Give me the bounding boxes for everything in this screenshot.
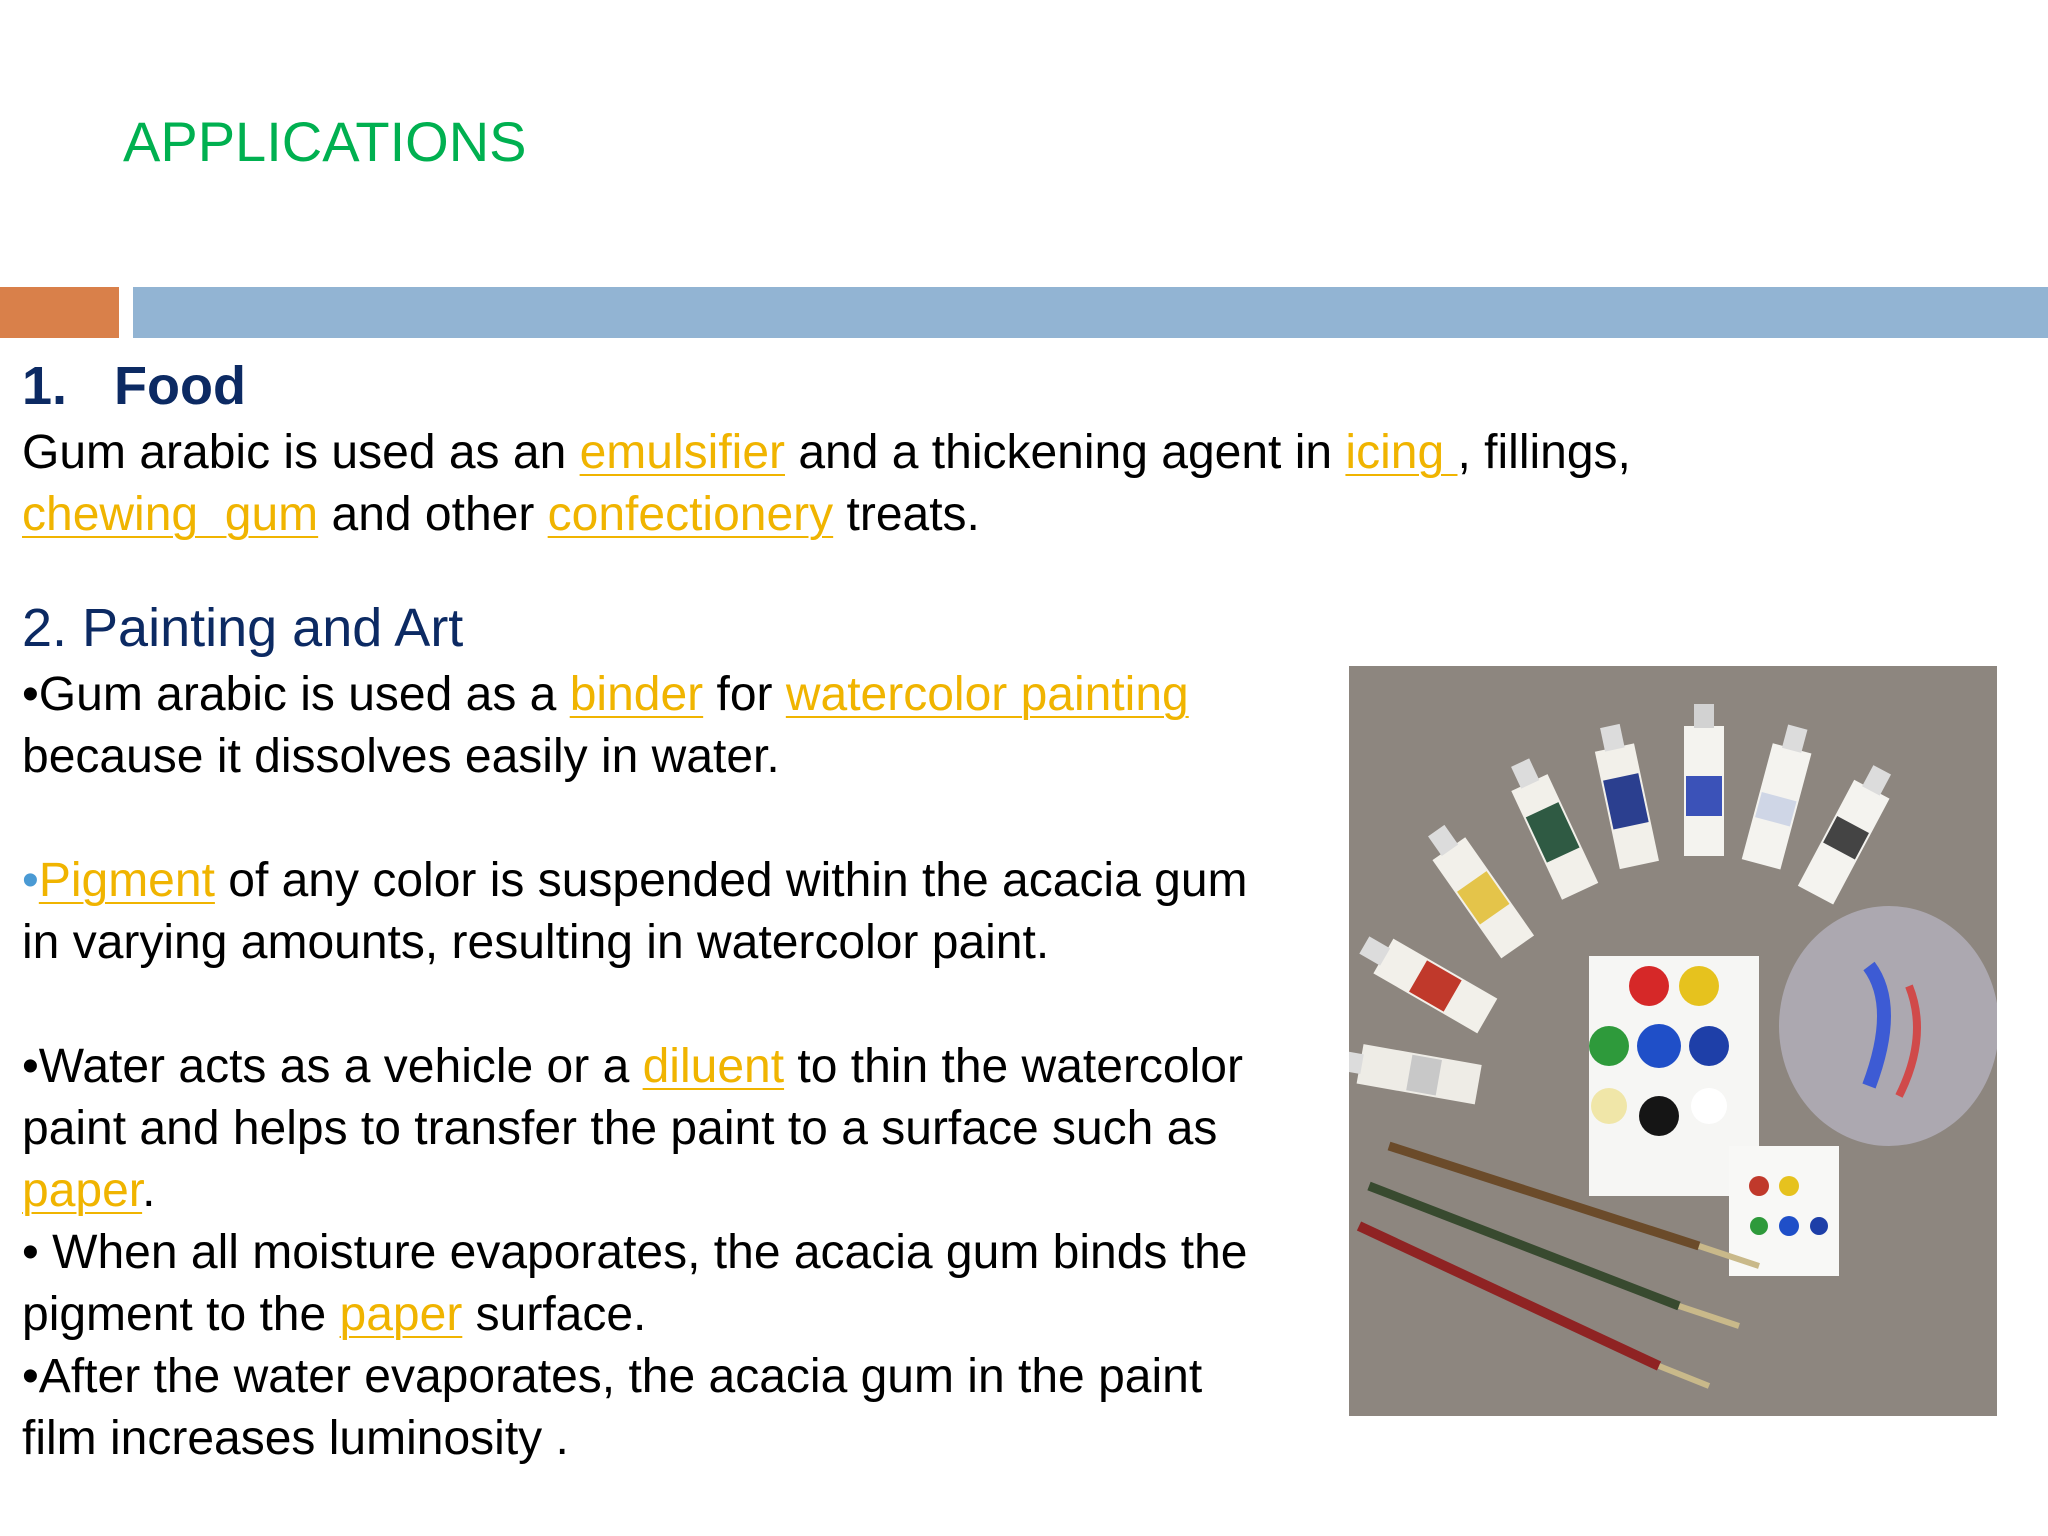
p5-text-2: film increases luminosity . xyxy=(22,1412,569,1465)
link-watercolor-painting[interactable]: watercolor painting xyxy=(785,668,1189,721)
link-icing[interactable]: icing xyxy=(1345,426,1458,479)
p3-text-1: •Water acts as a vehicle or a xyxy=(22,1040,643,1093)
p5-text-1: •After the water evaporates, the acacia gum in the paint xyxy=(22,1350,1203,1403)
link-paper[interactable]: paper xyxy=(22,1164,143,1217)
painting-bullet-binder xyxy=(22,664,1352,788)
p1-text-1: •Gum arabic is used as a xyxy=(22,668,570,721)
painting-bullet-moisture xyxy=(22,1222,1352,1346)
swatch-card xyxy=(1729,1146,1839,1276)
slide-title: APPLICATIONS xyxy=(123,110,527,173)
p1-text-3: because it dissolves easily in water. xyxy=(22,730,780,783)
accent-bar-blue xyxy=(133,287,2048,338)
food-paragraph xyxy=(22,422,2022,546)
food-text-5: treats. xyxy=(833,488,980,541)
link-binder[interactable]: binder xyxy=(569,668,704,721)
food-text-1: Gum arabic is used as an xyxy=(22,426,580,479)
link-pigment[interactable]: Pigment xyxy=(38,854,215,907)
painting-bullet-luminosity xyxy=(22,1346,1352,1470)
link-emulsifier[interactable]: emulsifier xyxy=(579,426,785,479)
food-text-4: and other xyxy=(318,488,548,541)
watercolor-supplies-photo xyxy=(1349,666,1997,1416)
p4-text-3: surface. xyxy=(462,1288,647,1341)
p2-text-2: in varying amounts, resulting in watercolor paint. xyxy=(22,916,1050,969)
p2-bullet: • xyxy=(22,854,39,907)
paint-tube xyxy=(1684,704,1724,856)
food-text-3: , fillings, xyxy=(1457,426,1631,479)
p3-text-4: . xyxy=(142,1164,156,1217)
p3-text-3: paint and helps to transfer the paint to a surface such as xyxy=(22,1102,1218,1155)
food-heading-text: Food xyxy=(114,356,246,416)
link-chewing-gum[interactable]: chewing gum xyxy=(22,488,319,541)
accent-bar-orange xyxy=(0,287,119,338)
link-confectionery[interactable]: confectionery xyxy=(547,488,834,541)
food-heading-number: 1. xyxy=(22,356,68,416)
food-text-2: and a thickening agent in xyxy=(785,426,1346,479)
watercolor-supplies-illustration xyxy=(1349,666,1997,1416)
painting-list xyxy=(22,664,1352,1470)
p2-text-1: of any color is suspended within the acacia gum xyxy=(214,854,1248,907)
food-heading xyxy=(22,350,2022,422)
p3-text-2: to thin the watercolor xyxy=(784,1040,1243,1093)
p4-text-2: pigment to the xyxy=(22,1288,340,1341)
painting-bullet-diluent xyxy=(22,1036,1352,1222)
painting-bullet-pigment xyxy=(22,850,1352,974)
p4-text-1: • When all moisture evaporates, the acacia gum binds the xyxy=(22,1226,1248,1279)
link-paper-2[interactable]: paper xyxy=(339,1288,463,1341)
painting-heading: 2. Painting and Art xyxy=(22,598,464,658)
p1-text-2: for xyxy=(703,668,786,721)
link-diluent[interactable]: diluent xyxy=(642,1040,785,1093)
